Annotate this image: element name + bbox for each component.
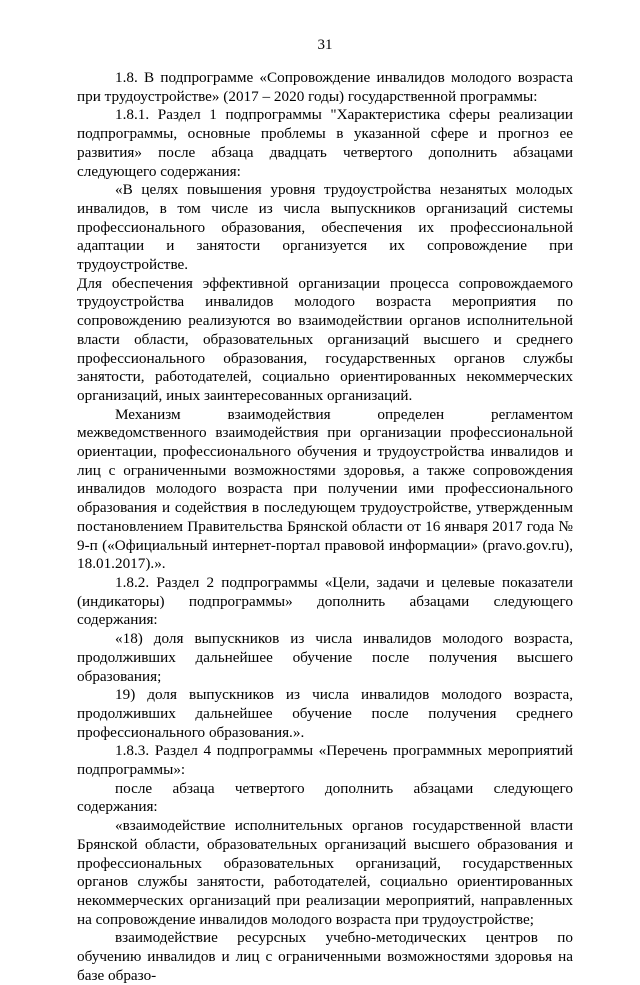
paragraph: Для обеспечения эффективной организации процесса сопровождаемого трудоустройства инвалидов молодого возраста мероприятия по сопровождению реализуются во взаимодействии органов исполнительной власти области, образовательных организаций высшего и среднего профессионального образования, государственных органов службы занятости, работодателей, социально ориентированных некоммерческих организаций, иных заинтересованных организаций. [77, 274, 573, 404]
document-page [77, 36, 573, 985]
page-number: 31 [317, 37, 333, 53]
paragraph: 19) доля выпускников из числа инвалидов молодого возраста, продолживших дальнейшее обучение после получения среднего профессионального образования.». [77, 686, 573, 741]
paragraph: взаимодействие ресурсных учебно-методических центров по обучению инвалидов и лиц с ограниченными возможностями здоровья на базе образо- [77, 929, 573, 984]
paragraph: 1.8. В подпрограмме «Сопровождение инвалидов молодого возраста при трудоустройстве» (2017 – 2020 годы) государственной программы: [77, 69, 573, 105]
paragraph: «В целях повышения уровня трудоустройства незанятых молодых инвалидов, в том числе из числа выпускников организаций системы профессионального образования, обеспечения их профессиональной адаптации и занятости организуется их сопровождение при трудоустройстве. [77, 181, 573, 274]
paragraph: после абзаца четвертого дополнить абзацами следующего содержания: [77, 779, 573, 816]
paragraph: 1.8.2. Раздел 2 подпрограммы «Цели, задачи и целевые показатели (индикаторы) подпрограммы» дополнить абзацами следующего содержания: [77, 573, 573, 629]
paragraph: «18) доля выпускников из числа инвалидов молодого возраста, продолживших дальнейшее обучение после получения высшего образования; [77, 630, 573, 685]
paragraph: Механизм взаимодействия определен регламентом межведомственного взаимодействия при организации профессиональной ориентации, профессионального обучения и трудоустройства инвалидов и лиц с ограниченными возможностями здоровья, а также сопровождения инвалидов молодого возраста при получении ими профессионального образования и содействия в последующем трудоустройстве, утвержденным постановлением Правительства Брянской области от 16 января 2017 года № 9-п («Официальный интернет-портал правовой информации» (pravo.gov.ru), 18.01.2017).». [77, 405, 573, 573]
paragraph: 1.8.3. Раздел 4 подпрограммы «Перечень программных мероприятий подпрограммы»: [77, 742, 573, 779]
paragraph: 1.8.1. Раздел 1 подпрограммы "Характеристика сферы реализации подпрограммы, основные проблемы в указанной сфере и прогноз ее развития» после абзаца двадцать четвертого дополнить абзацами следующего содержания: [77, 106, 573, 180]
paragraph: «взаимодействие исполнительных органов государственной власти Брянской области, образовательных организаций высшего образования и профессиональных образовательных организаций, государственных органов службы занятости, работодателей, социально ориентированных некоммерческих организаций при реализации мероприятий, направленных на сопровождение инвалидов молодого возраста при трудоустройстве; [77, 817, 573, 928]
